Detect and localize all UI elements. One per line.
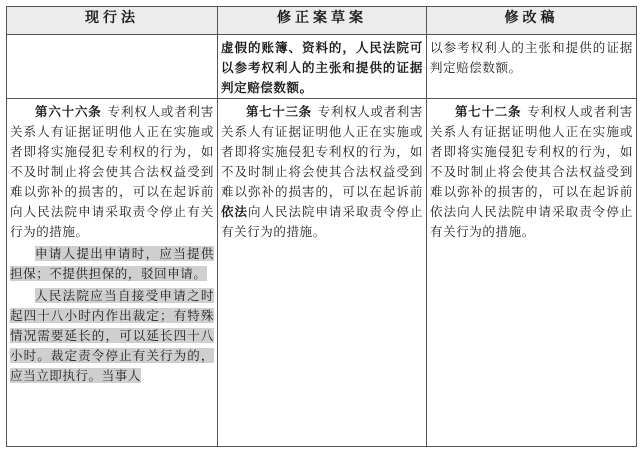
header-current-law: 现行法 bbox=[7, 7, 218, 35]
row2-col2-cell bbox=[218, 99, 427, 447]
row2-col1-cell bbox=[7, 99, 218, 447]
draft-article bbox=[221, 102, 423, 242]
article-text-tail: 向人民法院申请采取责令停止有关行为的措施。 bbox=[221, 204, 423, 239]
current-law-article bbox=[10, 102, 214, 242]
article-number: 第七十二条 bbox=[455, 104, 522, 119]
header-revised-draft: 修改稿 bbox=[427, 7, 637, 35]
deleted-text-para3: 人民法院应当自接受申请之时起四十八小时内作出裁定；有特殊情况需要延长的，可以延长四十八小时。裁定责令停止有关行为的，应当立即执行。当事人 bbox=[10, 288, 214, 383]
table-row bbox=[7, 99, 637, 447]
row1-col2-cell bbox=[218, 35, 427, 99]
header-row bbox=[7, 7, 637, 35]
added-text: 依法 bbox=[221, 204, 248, 219]
current-law-para3 bbox=[10, 286, 214, 386]
deleted-text-para2: 申请人提出申请时，应当提供担保；不提供担保的，驳回申请。 bbox=[10, 246, 214, 281]
article-text: 专利权人或者利害关系人有证据证明他人正在实施或者即将实施侵犯专利权的行为，如不及时制止将会使其合法权益受到难以弥补的损害的，可以在起诉前依法向人民法院申请采取责令停止有关行为的措施。 bbox=[430, 104, 633, 239]
row1-col3-cell bbox=[427, 35, 637, 99]
row1-revised-text: 以参考权利人的主张和提供的证据判定赔偿数额。 bbox=[430, 40, 633, 75]
article-text: 专利权人或者利害关系人有证据证明他人正在实施或者即将实施侵犯专利权的行为，如不及时制止将会使其合法权益受到难以弥补的损害的，可以在起诉前 bbox=[221, 104, 423, 199]
article-number: 第六十六条 bbox=[35, 104, 102, 119]
article-number: 第七十三条 bbox=[246, 104, 312, 119]
current-law-para2 bbox=[10, 244, 214, 284]
revised-article bbox=[430, 102, 633, 242]
table-row bbox=[7, 35, 637, 99]
comparison-table bbox=[6, 6, 637, 447]
row1-col1-cell bbox=[7, 35, 218, 99]
header-draft-amendment: 修正案草案 bbox=[218, 7, 427, 35]
row2-col3-cell bbox=[427, 99, 637, 447]
article-text: 专利权人或者利害关系人有证据证明他人正在实施或者即将实施侵犯专利权的行为，如不及时制止将会使其合法权益受到难以弥补的损害的，可以在起诉前向人民法院申请采取责令停止有关行为的措施。 bbox=[10, 104, 214, 239]
row1-draft-text: 虚假的账簿、资料的，人民法院可以参考权利人的主张和提供的证据判定赔偿数额。 bbox=[221, 40, 423, 95]
